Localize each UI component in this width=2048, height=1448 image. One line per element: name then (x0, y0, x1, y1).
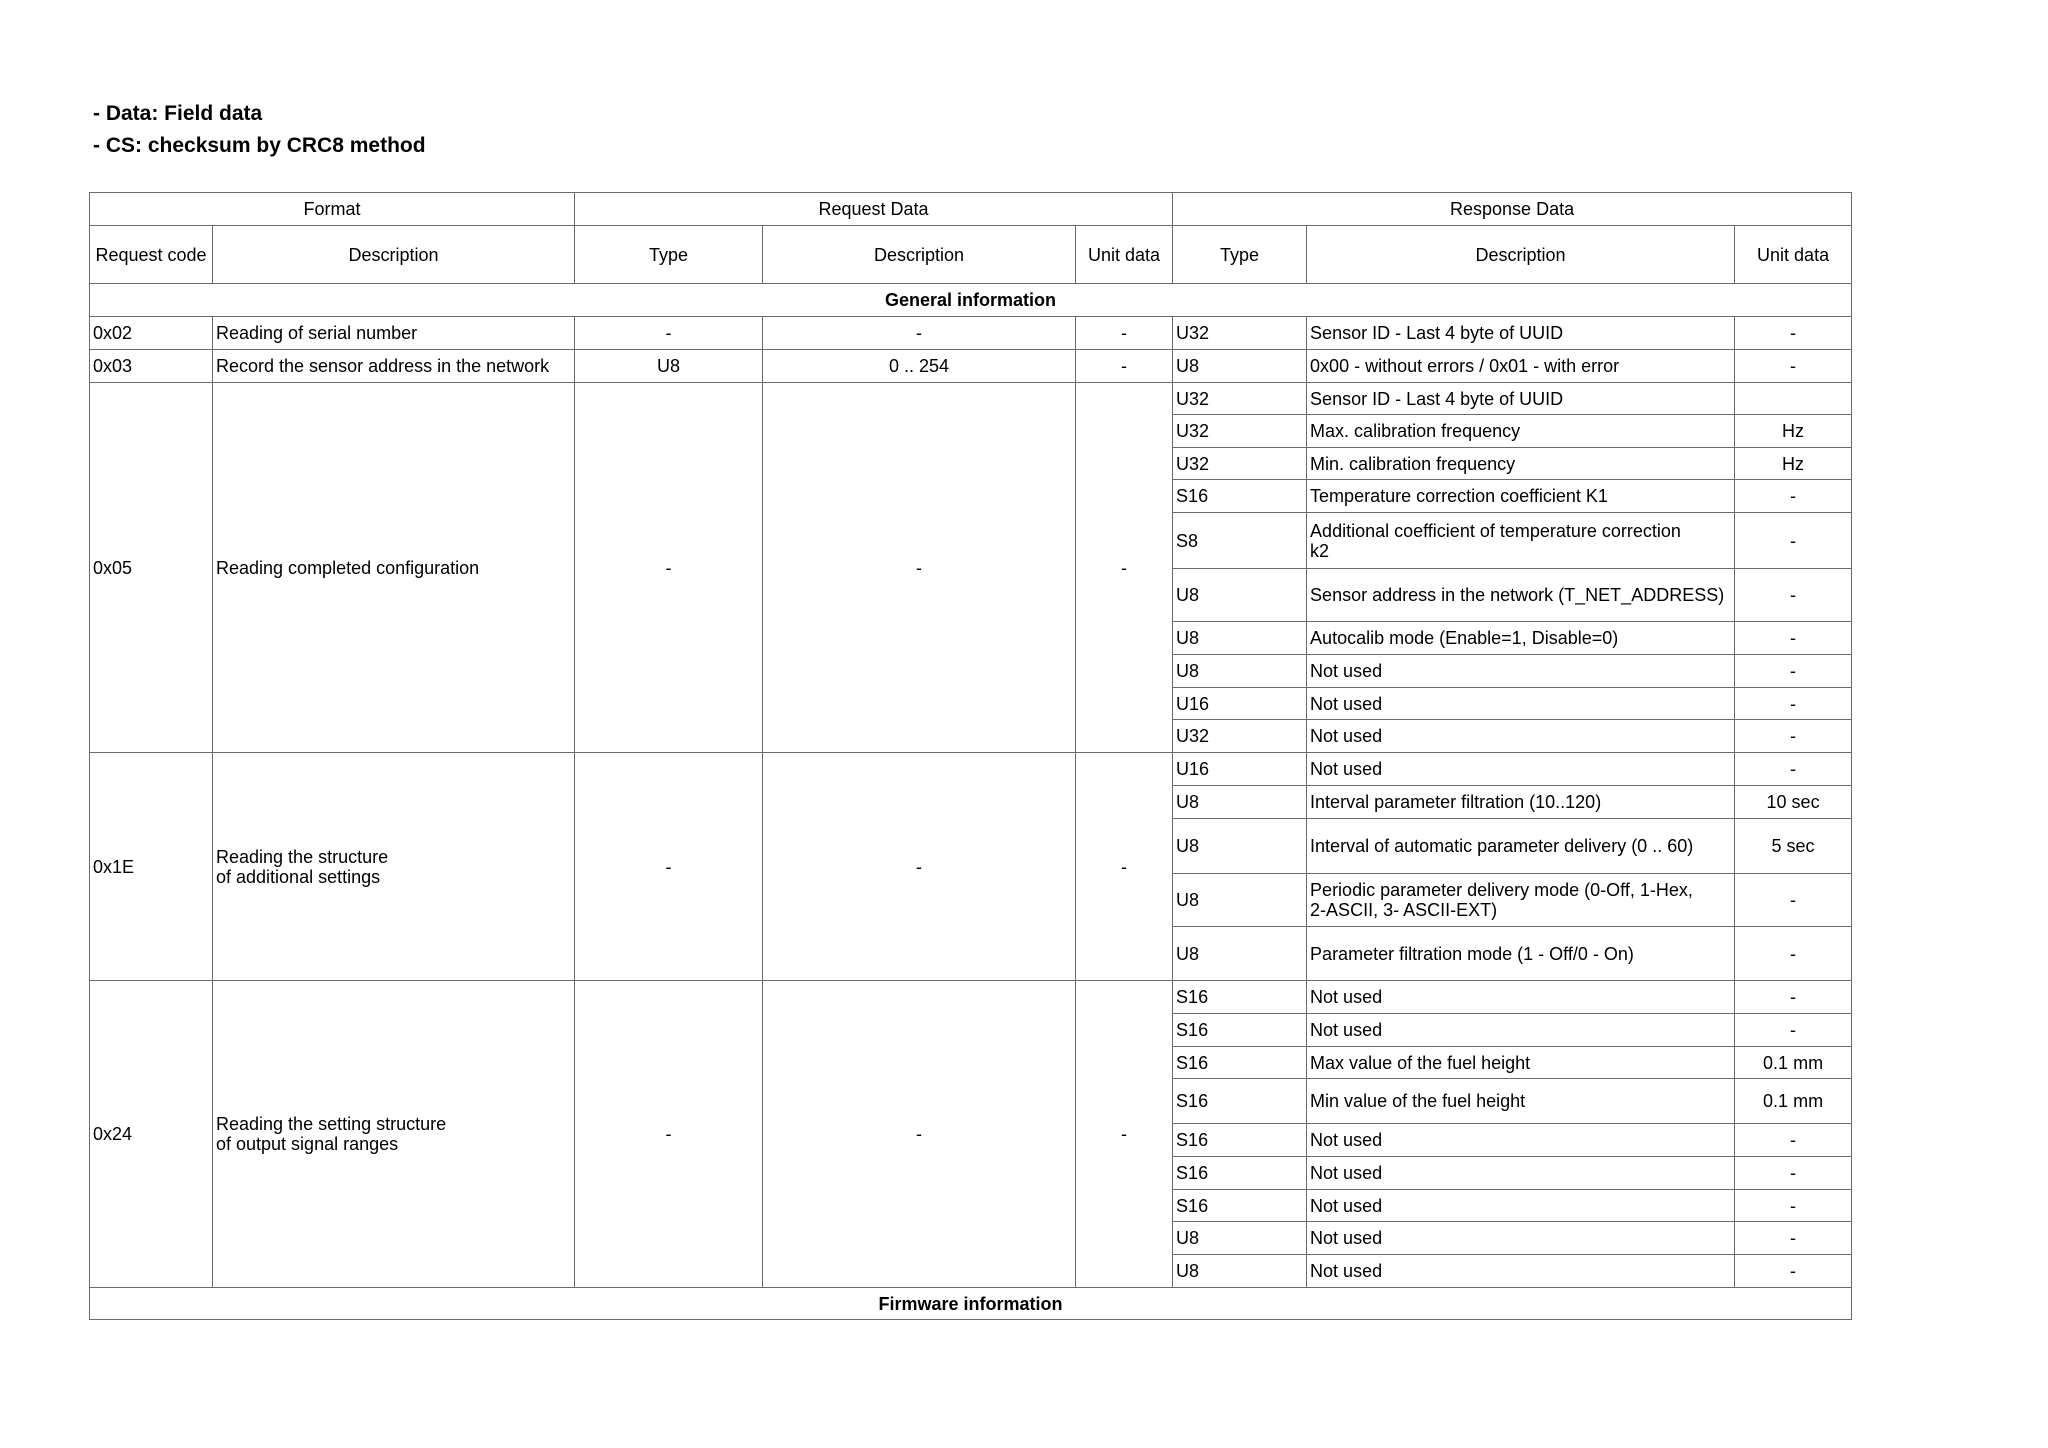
request-code: 0x1E (90, 753, 213, 981)
response-description: Parameter filtration mode (1 - Off/0 - On) (1307, 927, 1735, 981)
response-unit: 0.1 mm (1735, 1079, 1852, 1124)
command-description: Reading the structure of additional settings (213, 753, 575, 981)
col-header-request-code: Request code (90, 226, 213, 284)
group-header-response-data: Response Data (1173, 193, 1852, 226)
response-description: Max. calibration frequency (1307, 415, 1735, 448)
request-type: U8 (575, 350, 763, 383)
response-type: U8 (1173, 1255, 1307, 1288)
response-unit: - (1735, 350, 1852, 383)
response-type: S16 (1173, 981, 1307, 1014)
request-type: - (575, 753, 763, 981)
response-type: U8 (1173, 819, 1307, 874)
response-unit: - (1735, 569, 1852, 622)
request-unit: - (1076, 753, 1173, 981)
response-unit: - (1735, 1124, 1852, 1157)
command-description: Record the sensor address in the network (213, 350, 575, 383)
response-unit: - (1735, 1157, 1852, 1190)
request-description: - (763, 317, 1076, 350)
response-description: Min. calibration frequency (1307, 448, 1735, 480)
request-description: - (763, 981, 1076, 1288)
request-description: - (763, 383, 1076, 753)
response-type: U16 (1173, 753, 1307, 786)
response-unit: - (1735, 1222, 1852, 1255)
response-description: Max value of the fuel height (1307, 1047, 1735, 1079)
request-type: - (575, 383, 763, 753)
response-type: U16 (1173, 688, 1307, 720)
response-type: U8 (1173, 927, 1307, 981)
response-unit: - (1735, 655, 1852, 688)
response-type: S16 (1173, 1014, 1307, 1047)
response-description: Temperature correction coefficient K1 (1307, 480, 1735, 513)
response-unit: - (1735, 1014, 1852, 1047)
response-type: U32 (1173, 448, 1307, 480)
response-description: Interval parameter filtration (10..120) (1307, 786, 1735, 819)
note-checksum-method: - CS: checksum by CRC8 method (93, 134, 426, 157)
response-type: U8 (1173, 655, 1307, 688)
response-unit (1735, 383, 1852, 415)
response-type: U32 (1173, 383, 1307, 415)
response-unit: Hz (1735, 448, 1852, 480)
response-unit: - (1735, 753, 1852, 786)
request-code: 0x24 (90, 981, 213, 1288)
protocol-table (89, 192, 1852, 1320)
response-description: Not used (1307, 1014, 1735, 1047)
response-type: S16 (1173, 1047, 1307, 1079)
section-title: Firmware information (90, 1288, 1852, 1320)
response-type: S16 (1173, 1079, 1307, 1124)
response-description: Autocalib mode (Enable=1, Disable=0) (1307, 622, 1735, 655)
section-title: General information (90, 284, 1852, 317)
response-type: S16 (1173, 1124, 1307, 1157)
response-description: Interval of automatic parameter delivery (0 .. 60) (1307, 819, 1735, 874)
group-header-row (90, 193, 1852, 226)
response-description: Not used (1307, 1124, 1735, 1157)
request-unit: - (1076, 317, 1173, 350)
note-data-field: - Data: Field data (93, 102, 263, 125)
response-description: Not used (1307, 720, 1735, 753)
request-type: - (575, 317, 763, 350)
command-description: Reading the setting structure of output signal ranges (213, 981, 575, 1288)
response-unit: - (1735, 622, 1852, 655)
response-unit: - (1735, 317, 1852, 350)
response-description: Not used (1307, 1222, 1735, 1255)
response-type: U8 (1173, 622, 1307, 655)
col-header-request-description: Description (763, 226, 1076, 284)
response-unit: - (1735, 874, 1852, 927)
request-code: 0x02 (90, 317, 213, 350)
response-type: U32 (1173, 317, 1307, 350)
col-header-response-type: Type (1173, 226, 1307, 284)
response-description: Sensor ID - Last 4 byte of UUID (1307, 383, 1735, 415)
response-type: S16 (1173, 1157, 1307, 1190)
request-unit: - (1076, 350, 1173, 383)
col-header-response-description: Description (1307, 226, 1735, 284)
request-code: 0x03 (90, 350, 213, 383)
table-row (90, 317, 1852, 350)
response-unit: - (1735, 1190, 1852, 1222)
response-unit: Hz (1735, 415, 1852, 448)
col-header-response-unit: Unit data (1735, 226, 1852, 284)
request-code: 0x05 (90, 383, 213, 753)
response-type: U8 (1173, 874, 1307, 927)
table-row (90, 981, 1852, 1014)
command-description: Reading of serial number (213, 317, 575, 350)
request-unit: - (1076, 981, 1173, 1288)
table-row (90, 383, 1852, 415)
response-description: Not used (1307, 655, 1735, 688)
request-type: - (575, 981, 763, 1288)
response-type: U32 (1173, 720, 1307, 753)
group-header-format: Format (90, 193, 575, 226)
response-unit: 5 sec (1735, 819, 1852, 874)
response-description: Not used (1307, 753, 1735, 786)
response-unit: - (1735, 720, 1852, 753)
response-type: U8 (1173, 350, 1307, 383)
table-row (90, 350, 1852, 383)
response-unit: - (1735, 480, 1852, 513)
request-description: - (763, 753, 1076, 981)
request-unit: - (1076, 383, 1173, 753)
response-description: Min value of the fuel height (1307, 1079, 1735, 1124)
response-description: Sensor address in the network (T_NET_ADDRESS) (1307, 569, 1735, 622)
response-type: U32 (1173, 415, 1307, 448)
response-type: U8 (1173, 569, 1307, 622)
notes-block (93, 98, 426, 162)
response-type: U8 (1173, 786, 1307, 819)
response-type: S16 (1173, 480, 1307, 513)
column-header-row (90, 226, 1852, 284)
response-description: Not used (1307, 688, 1735, 720)
response-type: U8 (1173, 1222, 1307, 1255)
response-description: Not used (1307, 1157, 1735, 1190)
group-header-request-data: Request Data (575, 193, 1173, 226)
table-row (90, 753, 1852, 786)
response-unit: - (1735, 927, 1852, 981)
col-header-request-unit: Unit data (1076, 226, 1173, 284)
response-description: Periodic parameter delivery mode (0-Off, 1-Hex, 2-ASCII, 3- ASCII-EXT) (1307, 874, 1735, 927)
request-description: 0 .. 254 (763, 350, 1076, 383)
response-unit: - (1735, 513, 1852, 569)
col-header-request-type: Type (575, 226, 763, 284)
response-description: Not used (1307, 981, 1735, 1014)
response-unit: 0.1 mm (1735, 1047, 1852, 1079)
section-row (90, 284, 1852, 317)
response-description: Not used (1307, 1255, 1735, 1288)
section-row (90, 1288, 1852, 1320)
response-unit: 10 sec (1735, 786, 1852, 819)
response-description: Not used (1307, 1190, 1735, 1222)
response-description: Sensor ID - Last 4 byte of UUID (1307, 317, 1735, 350)
response-description: 0x00 - without errors / 0x01 - with error (1307, 350, 1735, 383)
response-description: Additional coefficient of temperature correction k2 (1307, 513, 1735, 569)
response-unit: - (1735, 981, 1852, 1014)
response-type: S8 (1173, 513, 1307, 569)
response-type: S16 (1173, 1190, 1307, 1222)
command-description: Reading completed configuration (213, 383, 575, 753)
response-unit: - (1735, 1255, 1852, 1288)
col-header-format-description: Description (213, 226, 575, 284)
response-unit: - (1735, 688, 1852, 720)
